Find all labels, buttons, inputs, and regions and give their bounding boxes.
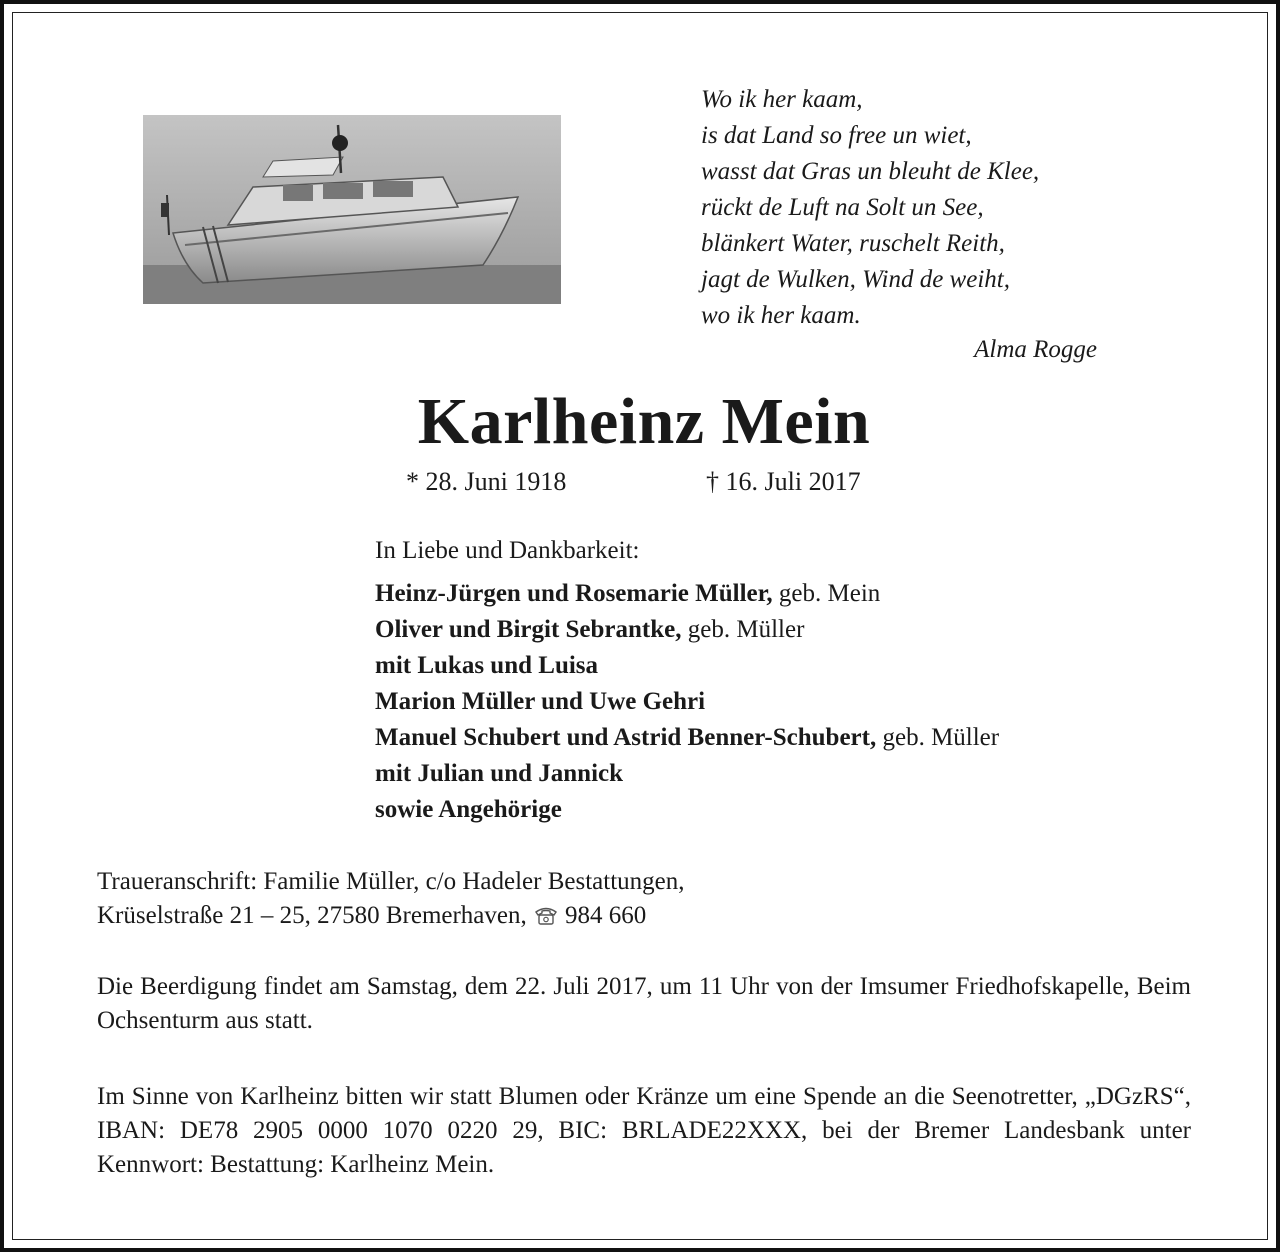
mourner-note: geb. Müller [876, 724, 1000, 751]
mourner-names: mit Julian und Jannick [375, 760, 624, 787]
deceased-name: Karlheinz Mein [417, 385, 871, 458]
donation-notice: Im Sinne von Karlheinz bitten wir statt Blumen oder Kränze um eine Spende an die Seenotretter, „DGzRS“, IBAN: DE78 2905 0000 1070 0220 29, BIC: BRLADE22XXX, bei der Bremer Landesbank unter Kennwort: Bestattung: Karlheinz Mein. [97, 1083, 1191, 1178]
mourner-list [375, 576, 999, 828]
death-date: † 16. Juli 2017 [706, 467, 861, 496]
mourner-row [375, 576, 999, 612]
mourner-row [375, 612, 999, 648]
poem-line: is dat Land so free un wiet, [701, 122, 972, 149]
mourner-row [375, 720, 999, 756]
telephone-icon [533, 905, 559, 925]
address-street: Krüselstraße 21 – 25, 27580 Bremerhaven, [97, 902, 527, 929]
poem-line: wo ik her kaam. [701, 302, 861, 329]
intro-text: In Liebe und Dankbarkeit: [375, 537, 640, 564]
poem-author: Alma Rogge [974, 336, 1097, 363]
mourner-names: Manuel Schubert und Astrid Benner-Schubert, [375, 724, 877, 751]
mourning-address [97, 865, 1191, 933]
poem [701, 82, 1121, 334]
poem-line: Wo ik her kaam, [701, 86, 863, 113]
poem-line: jagt de Wulken, Wind de weiht, [701, 266, 1010, 293]
mourner-note: geb. Mein [772, 580, 881, 607]
address-line-2 [97, 899, 1191, 933]
poem-line: blänkert Water, ruschelt Reith, [701, 230, 1005, 257]
phone-number: 984 660 [565, 902, 647, 929]
boat-illustration [143, 115, 561, 304]
mourner-note: geb. Müller [681, 616, 805, 643]
mourner-names: Heinz-Jürgen und Rosemarie Müller, [375, 580, 773, 607]
birth-date: * 28. Juni 1918 [406, 467, 567, 496]
mourner-names: Marion Müller und Uwe Gehri [375, 688, 706, 715]
mourner-row [375, 756, 999, 792]
mourner-names: mit Lukas und Luisa [375, 652, 599, 679]
mourner-names: Oliver und Birgit Sebrantke, [375, 616, 682, 643]
boat-photo [143, 115, 561, 304]
mourner-names: sowie Angehörige [375, 796, 562, 823]
poem-line: rückt de Luft na Solt un See, [701, 194, 984, 221]
mourner-row [375, 792, 999, 828]
poem-line: wasst dat Gras un bleuht de Klee, [701, 158, 1040, 185]
address-line-1: Traueranschrift: Familie Müller, c/o Hadeler Bestattungen, [97, 868, 685, 895]
mourner-row [375, 684, 999, 720]
burial-notice: Die Beerdigung findet am Samstag, dem 22. Juli 2017, um 11 Uhr von der Imsumer Friedhofskapelle, Beim Ochsenturm aus statt. [97, 973, 1191, 1034]
mourner-row [375, 648, 999, 684]
